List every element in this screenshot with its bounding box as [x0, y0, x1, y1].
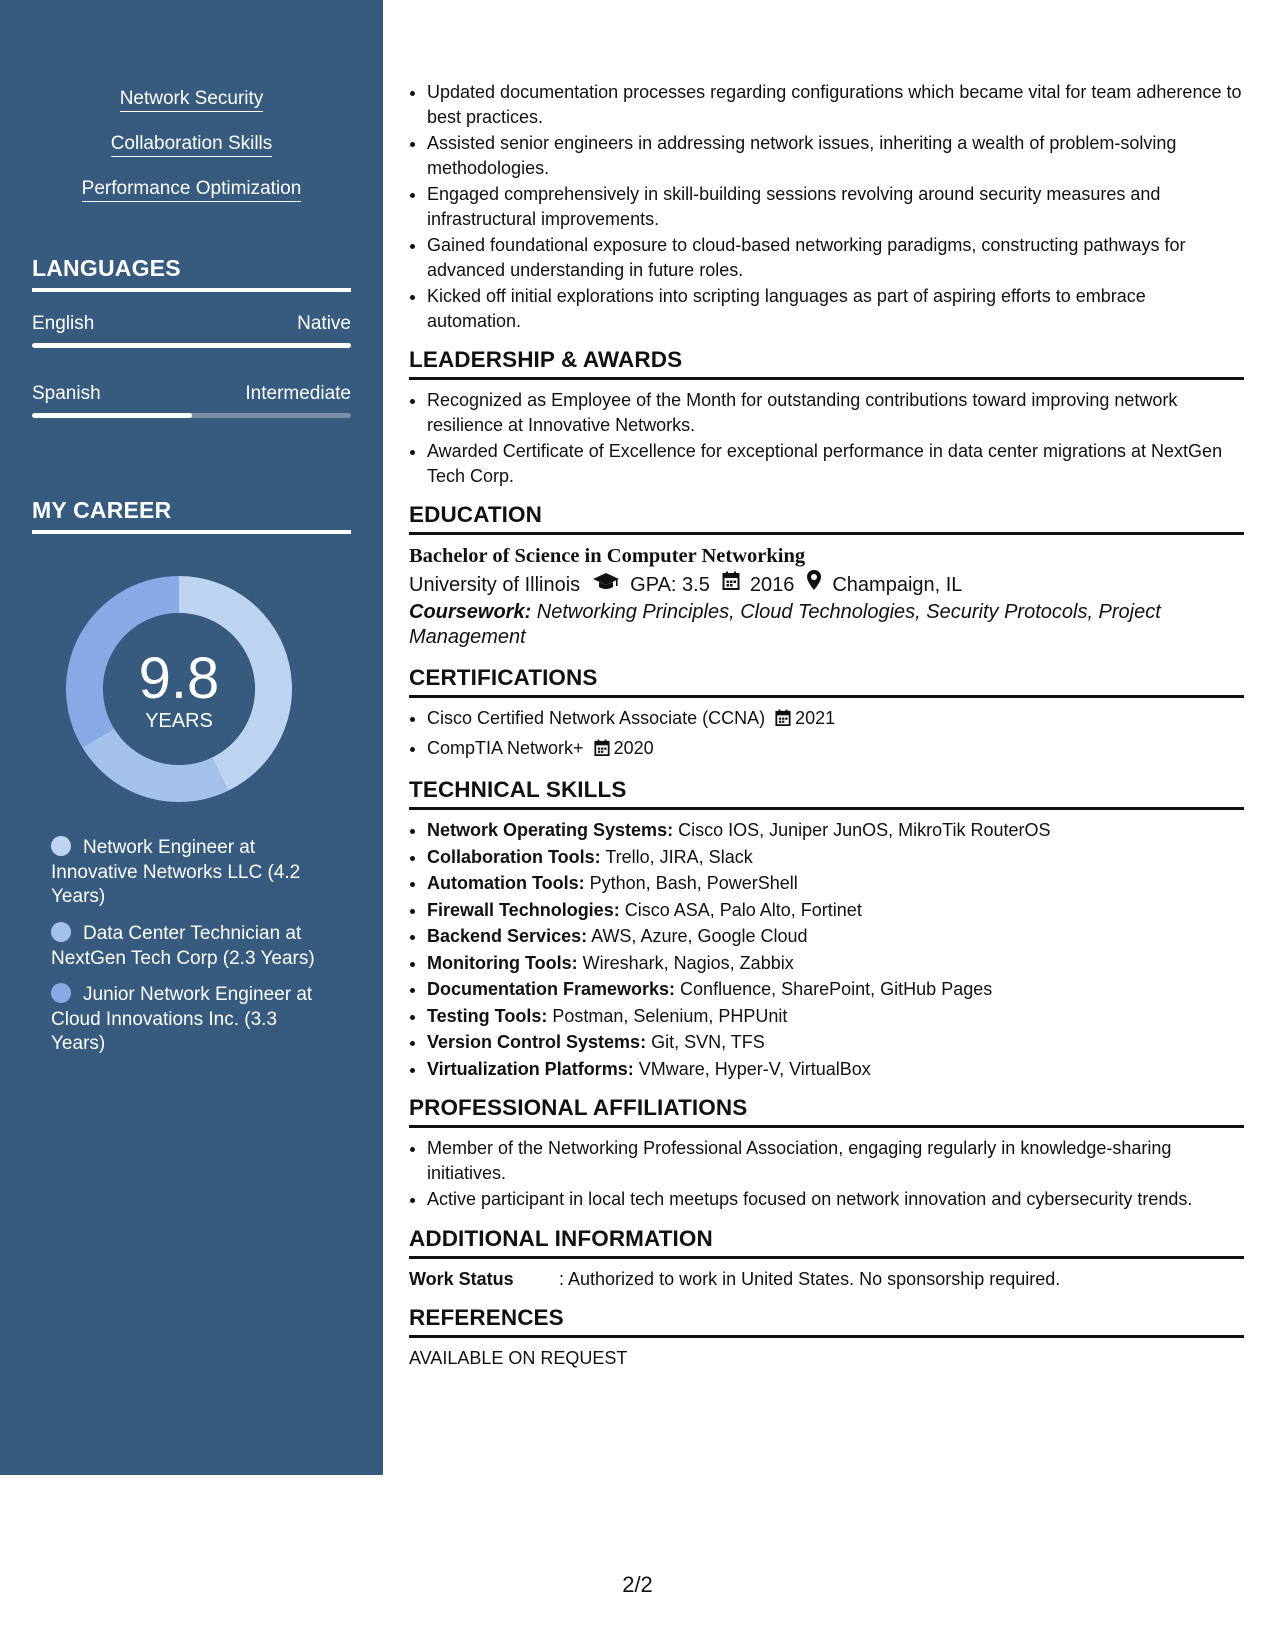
list-item: • Version Control Systems: Git, SVN, TFS [427, 1030, 1244, 1055]
list-item: • Kicked off initial explorations into scripting languages as part of aspiring efforts to embrace automation. [427, 284, 1244, 333]
list-item: • Testing Tools: Postman, Selenium, PHPUnit [427, 1004, 1244, 1029]
list-item: • CompTIA Network+ 2020 [427, 736, 1244, 764]
list-item: • Recognized as Employee of the Month for outstanding contributions toward improving network resilience at Innovative Networks. [427, 388, 1244, 437]
list-item: • Active participant in local tech meetups focused on network innovation and cybersecurity trends. [427, 1187, 1244, 1212]
work-status-label: Work Status [409, 1268, 514, 1289]
location: Champaign, IL [832, 573, 963, 596]
list-item: • Collaboration Tools: Trello, JIRA, Slack [427, 845, 1244, 870]
technical-skills-heading: TECHNICAL SKILLS [409, 777, 1244, 810]
career-total [66, 576, 292, 802]
list-item: • Cisco Certified Network Associate (CCNA) 2021 [427, 706, 1244, 734]
calendar-icon [775, 709, 791, 734]
career-dot-icon [51, 983, 71, 1003]
language-name: English [32, 313, 95, 334]
language-level: Native [297, 313, 351, 334]
page-number: 2/2 [622, 1572, 653, 1597]
calendar-icon [722, 570, 740, 600]
language-bar-english [32, 343, 351, 348]
leadership-list [409, 388, 1244, 488]
career-total-unit: YEARS [145, 710, 213, 732]
skill-link-collaboration[interactable]: Collaboration Skills [0, 132, 383, 156]
references-heading: REFERENCES [409, 1305, 1244, 1338]
list-item: • Updated documentation processes regarding configurations which became vital for team adherence to best practices. [427, 80, 1244, 129]
calendar-icon [594, 739, 610, 764]
language-level: Intermediate [245, 383, 351, 404]
career-total-value: 9.8 [138, 646, 220, 711]
graduation-cap-icon [592, 570, 620, 600]
languages-heading: LANGUAGES [32, 255, 351, 292]
career-heading: MY CAREER [32, 497, 351, 534]
skill-link-network-security[interactable]: Network Security [0, 87, 383, 111]
certifications-heading: CERTIFICATIONS [409, 665, 1244, 698]
list-item: • Awarded Certificate of Excellence for exceptional performance in data center migrations at NextGen Tech Corp. [427, 439, 1244, 488]
coursework-label: Coursework: [409, 601, 532, 623]
work-status-value: : Authorized to work in United States. No sponsorship required. [559, 1268, 1061, 1289]
experience-bullets [409, 80, 1244, 333]
gpa: GPA: 3.5 [630, 573, 710, 596]
list-item: • Network Operating Systems: Cisco IOS, Juniper JunOS, MikroTik RouterOS [427, 818, 1244, 843]
language-row-english [32, 313, 351, 335]
language-bar-spanish [32, 413, 351, 418]
graduation-year: 2016 [749, 573, 795, 596]
career-dot-icon [51, 922, 71, 942]
map-pin-icon [806, 569, 822, 600]
additional-info-heading: ADDITIONAL INFORMATION [409, 1226, 1244, 1259]
skill-link-performance[interactable]: Performance Optimization [0, 177, 383, 201]
language-name: Spanish [32, 383, 101, 404]
list-item: • Engaged comprehensively in skill-building sessions revolving around security measures and infrastructural improvements. [427, 182, 1244, 231]
references-text: AVAILABLE ON REQUEST [409, 1347, 628, 1368]
education-details [409, 569, 1244, 600]
list-item: • Backend Services: AWS, Azure, Google Cloud [427, 924, 1244, 949]
education-heading: EDUCATION [409, 502, 1244, 535]
list-item: • Assisted senior engineers in addressing network issues, inheriting a wealth of problem-solving methodologies. [427, 131, 1244, 180]
coursework: Coursework: Networking Principles, Cloud Technologies, Security Protocols, Project Management [409, 601, 1161, 648]
technical-skills-list [409, 818, 1244, 1081]
career-item: Junior Network Engineer at Cloud Innovations Inc. (3.3 Years) [51, 984, 313, 1054]
list-item: • Automation Tools: Python, Bash, PowerShell [427, 871, 1244, 896]
main-content [409, 80, 1244, 1370]
list-item: • Monitoring Tools: Wireshark, Nagios, Zabbix [427, 951, 1244, 976]
list-item: • Gained foundational exposure to cloud-based networking paradigms, constructing pathways for advanced understanding in future roles. [427, 233, 1244, 282]
certifications-list [409, 706, 1244, 763]
education-entry [409, 543, 1244, 649]
list-item: • Virtualization Platforms: VMware, Hyper-V, VirtualBox [427, 1057, 1244, 1082]
list-item: • Documentation Frameworks: Confluence, SharePoint, GitHub Pages [427, 977, 1244, 1002]
affiliations-list [409, 1136, 1244, 1212]
list-item: • Firewall Technologies: Cisco ASA, Palo Alto, Fortinet [427, 898, 1244, 923]
affiliations-heading: PROFESSIONAL AFFILIATIONS [409, 1095, 1244, 1128]
list-item: • Member of the Networking Professional Association, engaging regularly in knowledge-sharing initiatives. [427, 1136, 1244, 1185]
sidebar [0, 0, 383, 1475]
work-status-row [409, 1267, 1244, 1291]
leadership-heading: LEADERSHIP & AWARDS [409, 347, 1244, 380]
language-row-spanish [32, 383, 351, 405]
degree: Bachelor of Science in Computer Networking [409, 545, 806, 567]
career-dot-icon [51, 836, 71, 856]
career-item: Data Center Technician at NextGen Tech Corp (2.3 Years) [51, 923, 315, 969]
school-name: University of Illinois [409, 573, 581, 596]
career-item: Network Engineer at Innovative Networks LLC (4.2 Years) [51, 837, 301, 907]
